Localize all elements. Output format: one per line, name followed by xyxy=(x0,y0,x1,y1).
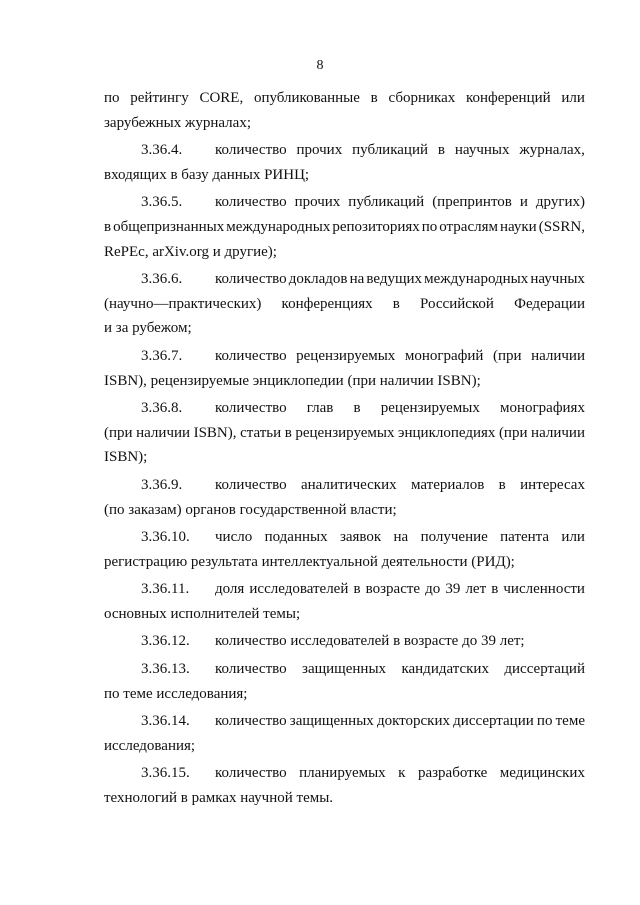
word: на xyxy=(349,271,365,288)
word: или xyxy=(561,529,585,546)
text-line xyxy=(104,316,585,341)
word: заявок xyxy=(339,529,382,546)
word: 39 xyxy=(445,581,461,598)
word: научных xyxy=(454,142,510,159)
word: кандидатских xyxy=(401,661,489,678)
word: доля xyxy=(215,581,245,598)
text-line xyxy=(104,267,585,292)
paragraph xyxy=(104,267,585,341)
word: энциклопедиях xyxy=(398,424,496,441)
text-line xyxy=(104,498,585,523)
line-words xyxy=(215,473,585,498)
word: разработке xyxy=(417,765,488,782)
line-words xyxy=(215,267,585,292)
word: и xyxy=(519,194,528,211)
paragraph xyxy=(104,761,585,810)
word: в xyxy=(498,476,506,493)
text-line xyxy=(104,111,585,136)
word: ISBN), xyxy=(193,424,237,441)
word: в xyxy=(104,218,112,235)
word: по xyxy=(104,90,120,106)
word: в xyxy=(284,424,292,441)
text-line xyxy=(104,215,585,240)
paragraph xyxy=(104,657,585,706)
word: количество xyxy=(215,194,287,211)
word: количество xyxy=(215,476,287,493)
text-line xyxy=(104,786,585,811)
word: рецензируемых xyxy=(296,347,396,364)
text-line xyxy=(104,657,585,682)
text-line xyxy=(104,240,585,265)
document-body xyxy=(104,86,585,814)
word: количество xyxy=(215,271,287,288)
paragraph xyxy=(104,473,585,522)
paragraph xyxy=(104,138,585,187)
line-words xyxy=(215,657,585,682)
paragraph xyxy=(104,344,585,393)
item-number: 3.36.9. xyxy=(141,476,183,493)
word: монографиях xyxy=(499,400,585,417)
item-number: 3.36.6. xyxy=(141,271,183,288)
word: материалов xyxy=(411,476,485,493)
word: защищенных xyxy=(302,661,387,678)
word: в xyxy=(437,142,445,159)
text-line xyxy=(104,421,585,446)
word: ведущих xyxy=(366,271,423,288)
line-words xyxy=(215,138,585,163)
word: медицинских xyxy=(499,765,585,782)
word: рецензируемых xyxy=(295,424,395,441)
word: (научно—практических) xyxy=(104,295,262,312)
word: Российской xyxy=(420,295,494,312)
word: в xyxy=(353,400,361,417)
word: количество xyxy=(215,661,287,678)
text-line xyxy=(104,138,585,163)
word: ISBN), рецензируемые энциклопедии (при наличии ISBN); xyxy=(104,372,481,389)
text-line xyxy=(104,396,585,421)
word: до xyxy=(425,581,441,598)
item-number: 3.36.8. xyxy=(141,400,183,417)
text-line xyxy=(104,577,585,602)
word: планируемых xyxy=(299,765,386,782)
word: в xyxy=(491,581,499,598)
word: число xyxy=(215,529,253,546)
line-words xyxy=(215,525,585,550)
word: количество исследователей в возрасте до 39 лет; xyxy=(215,633,525,650)
word: конференциях xyxy=(281,295,373,312)
item-number: 3.36.4. xyxy=(141,142,183,159)
text-line xyxy=(104,473,585,498)
item-number: 3.36.10. xyxy=(141,529,190,546)
word: и за рубежом; xyxy=(104,320,192,337)
word: получение xyxy=(420,529,488,546)
item-number: 3.36.5. xyxy=(141,194,183,211)
word: к xyxy=(398,765,406,782)
word: международных xyxy=(226,218,331,235)
word: по xyxy=(421,218,438,235)
word: входящих в базу данных РИНЦ; xyxy=(104,166,310,183)
word: публикаций xyxy=(352,142,429,159)
paragraph xyxy=(104,629,585,654)
word: (SSRN, xyxy=(538,218,585,235)
word: (при xyxy=(104,424,133,441)
page-number: 8 xyxy=(316,58,324,73)
word: конференций xyxy=(465,90,551,106)
word: (по заказам) органов государственной власти; xyxy=(104,501,397,518)
text-line xyxy=(104,369,585,394)
item-number: 3.36.11. xyxy=(141,581,190,598)
word: ISBN); xyxy=(104,449,148,466)
paragraph xyxy=(104,190,585,264)
word: науки xyxy=(499,218,537,235)
word: защищенных xyxy=(289,713,374,730)
line-words xyxy=(215,577,585,602)
item-number: 3.36.13. xyxy=(141,661,190,678)
word: рецензируемых xyxy=(380,400,480,417)
text-line xyxy=(104,525,585,550)
word: численности xyxy=(503,581,585,598)
line-words xyxy=(215,344,585,369)
word: поданных xyxy=(264,529,328,546)
word: в xyxy=(392,295,400,312)
word: (при xyxy=(492,347,522,364)
word: репозиториях xyxy=(332,218,420,235)
text-line xyxy=(104,709,585,734)
text-line xyxy=(104,344,585,369)
line-words xyxy=(215,709,585,734)
word: наличии xyxy=(136,424,191,441)
paragraph xyxy=(104,396,585,470)
word: опубликованные xyxy=(253,90,360,106)
word: исследования; xyxy=(104,737,196,754)
word: журналах, xyxy=(519,142,585,159)
word: возрасте xyxy=(365,581,421,598)
word: на xyxy=(393,529,409,546)
word: количество xyxy=(215,142,287,159)
line-words xyxy=(215,190,585,215)
word: количество xyxy=(215,400,287,417)
word: исследователей xyxy=(249,581,349,598)
word: прочих xyxy=(296,142,343,159)
item-number: 3.36.7. xyxy=(141,347,183,364)
paragraph xyxy=(104,86,585,135)
item-number: 3.36.12. xyxy=(141,633,190,650)
word: по xyxy=(536,713,553,730)
word: RePEc, arXiv.org и другие); xyxy=(104,243,277,260)
text-line xyxy=(104,445,585,470)
word: диссертации xyxy=(453,713,534,730)
word: теме xyxy=(555,713,585,730)
word: общепризнанных xyxy=(113,218,225,235)
word: отраслям xyxy=(439,218,498,235)
word: количество xyxy=(215,765,287,782)
word: по теме исследования; xyxy=(104,685,248,702)
word: (при xyxy=(498,424,528,441)
paragraph xyxy=(104,577,585,626)
text-line xyxy=(104,761,585,786)
word: в xyxy=(370,90,378,106)
text-line xyxy=(104,86,585,111)
word: количество xyxy=(215,347,287,364)
word: количество xyxy=(215,713,287,730)
word: монографий xyxy=(404,347,484,364)
word: или xyxy=(561,90,585,106)
word: докторских xyxy=(376,713,450,730)
word: патента xyxy=(500,529,550,546)
text-line xyxy=(104,190,585,215)
line-words xyxy=(215,396,585,421)
word: наличии xyxy=(531,347,585,364)
word: лет xyxy=(465,581,487,598)
word: рейтингу xyxy=(130,90,189,106)
text-line xyxy=(104,292,585,317)
line-words xyxy=(215,761,585,786)
item-number: 3.36.15. xyxy=(141,765,190,782)
word: зарубежных журналах; xyxy=(104,114,251,131)
word: прочих xyxy=(294,194,341,211)
word: научных xyxy=(530,271,585,288)
word: международных xyxy=(424,271,529,288)
paragraph xyxy=(104,525,585,574)
text-line xyxy=(104,734,585,759)
text-line xyxy=(104,602,585,627)
word: глав xyxy=(306,400,334,417)
word: регистрацию результата интеллектуальной деятельности (РИД); xyxy=(104,553,515,570)
text-line xyxy=(104,550,585,575)
word: (препринтов xyxy=(432,194,512,211)
word: других) xyxy=(535,194,585,211)
text-line xyxy=(104,682,585,707)
text-line xyxy=(104,629,585,654)
word: диссертаций xyxy=(504,661,585,678)
word: CORE, xyxy=(199,90,244,106)
word: в xyxy=(353,581,361,598)
item-number: 3.36.14. xyxy=(141,713,190,730)
paragraph-gap xyxy=(104,811,585,814)
word: публикаций xyxy=(348,194,425,211)
word: наличии xyxy=(531,424,585,441)
paragraph xyxy=(104,709,585,758)
text-line xyxy=(104,163,585,188)
word: интересах xyxy=(520,476,585,493)
word: сборниках xyxy=(388,90,456,106)
word: докладов xyxy=(288,271,348,288)
word: основных исполнителей темы; xyxy=(104,605,301,622)
word: технологий в рамках научной темы. xyxy=(104,790,334,807)
word: Федерации xyxy=(514,295,585,312)
word: статьи xyxy=(240,424,282,441)
word: аналитических xyxy=(301,476,397,493)
